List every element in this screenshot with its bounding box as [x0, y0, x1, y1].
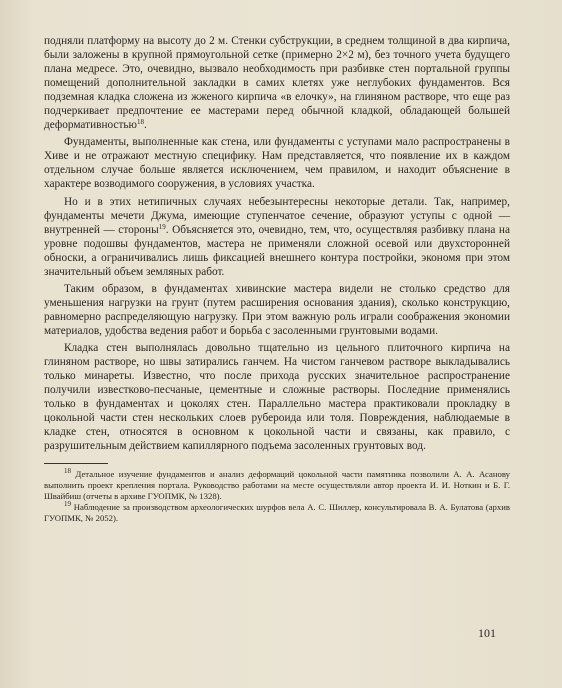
footnote: $^{18}$ Детальное изучение фундаментов и анализ деформаций цокольной части памятника позволили А. А. Асанову выполнить проект крепления портала. Руководство работами на месте осуществляли автор проекта И. И. Ноткин и Б. Г. Швайбиш (отчеты в архиве ГУОПМК, № 1328). [44, 467, 510, 502]
page-content [44, 34, 510, 524]
footnote-number: 19 [64, 500, 71, 509]
footnote-ref[interactable]: 18 [136, 118, 144, 127]
page-number: 101 [478, 626, 496, 640]
paragraph: подняли платформу на высоту до 2 м. Стенки субструкции, в среднем толщиной в два кирпича, были заложены в крупной прямоугольной сетке (примерно 2×2 м), без точного учета будущего плана медресе. Это, очевидно, вызвало необходимость при разбивке стен портальной группы помещений дополнительной закладки в самих клетях уже неглубоких фундаментов. Вся подземная кладка сложена из жженого кирпича «в елочку», на глиняном растворе, что еще раз подчеркивает предпочтение ее мастерами перед обычной кладкой, обладающей большей деформативностью$^{18}$. [44, 35, 510, 132]
paragraph: Фундаменты, выполненные как стена, или фундаменты с уступами мало распространены в Хиве и не отражают местную специфику. Нам представляется, что появление их в каждом отдельном случае больше является исключением, чем правилом, и находит объяснение в характере возводимого сооружения, в условиях участка. [44, 136, 510, 191]
footnote: $^{19}$ Наблюдение за производством археологических шурфов вела А. С. Шиллер, консультировала В. А. Булатова (архив ГУОПМК, № 2052). [44, 500, 510, 524]
footnote-ref[interactable]: 19 [158, 222, 166, 231]
footnote-number: 18 [64, 467, 71, 476]
footnotes [44, 469, 510, 524]
main-text [44, 34, 510, 453]
footnote-divider [44, 463, 108, 464]
paragraph: Но и в этих нетипичных случаях небезынтересны некоторые детали. Так, например, фундаменты мечети Джума, имеющие ступенчатое сечение, образуют уступы с одной — внутренней — стороны$^{19}$. Объясняется это, очевидно, тем, что, осуществляя разбивку плана на уровне подошвы фундаментов, мастера не применяли сложной осевой или двухсторонней обноски, а ограничивались лишь фиксацией внешнего контура постройки, экономя при этом значительный объем земляных работ. [44, 195, 510, 278]
paragraph: Таким образом, в фундаментах хивинские мастера видели не столько средство для уменьшения нагрузки на грунт (путем расширения основания здания), сколько конструкцию, равномерно распределяющую нагрузку. При этом важную роль играли соображения экономии материалов, удобства ведения работ и борьба с засоленными грунтовыми водами. [44, 282, 510, 337]
paragraph: Кладка стен выполнялась довольно тщательно из цельного плиточного кирпича на глиняном растворе, но швы затирались ганчем. На чистом ганчевом растворе выкладывались только минареты. Известно, что после прихода русских значительное распространение получили известково-песчаные, цементные и сложные растворы. Последние применялись только в фундаментах и цоколях стен. Параллельно мастера практиковали прокладку в цокольной части стен нескольких слоев рубероида или толя. Повреждения, наблюдаемые в кладке стен, относятся в основном к цокольной части и связаны, как правило, с разрушительным действием капиллярного подъема засоленных грунтовых вод. [44, 341, 510, 453]
